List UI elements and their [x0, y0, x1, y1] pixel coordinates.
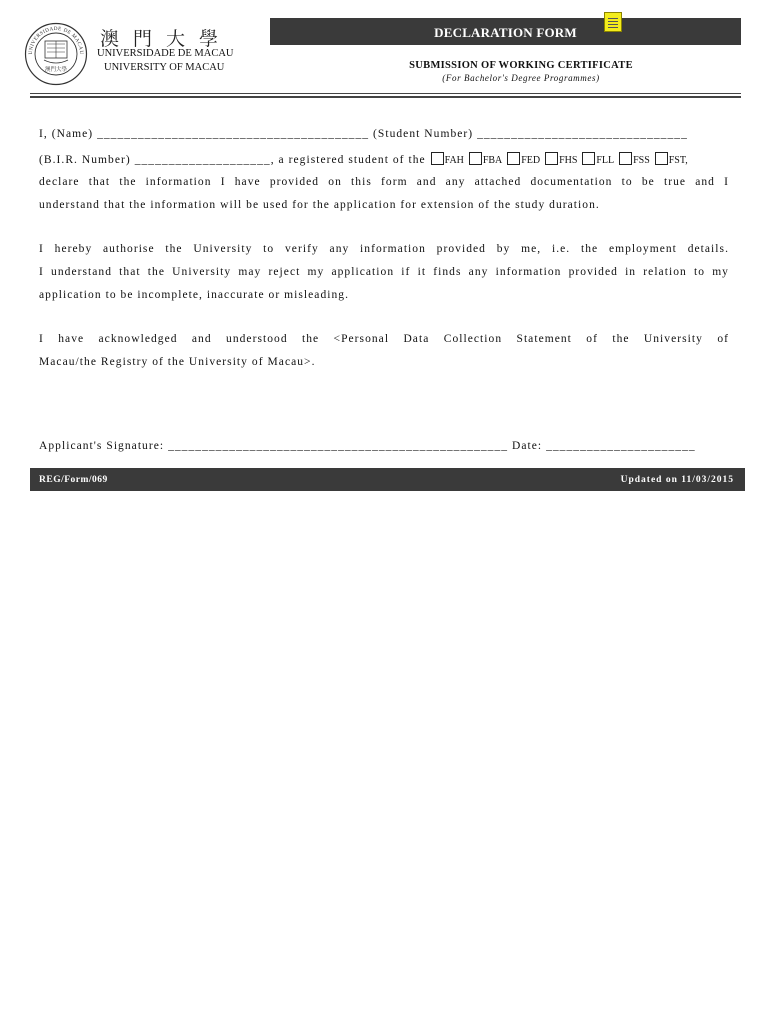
svg-text:澳門大學: 澳門大學: [44, 67, 68, 73]
bir-faculty-line: [39, 152, 729, 166]
university-name-chinese: 澳門大學: [100, 28, 233, 50]
faculty-checkbox-fll[interactable]: [582, 152, 595, 165]
acknowledgement-paragraph-line: I have acknowledged and understood the <Personal Data Collection Statement of the University of: [39, 333, 729, 345]
faculty-label: FHS: [559, 155, 578, 166]
form-reference: REG/Form/069: [39, 475, 108, 485]
faculty-checkbox-fhs[interactable]: [545, 152, 558, 165]
form-title-bar: [270, 18, 741, 45]
svg-text:UNIVERSIDADE DE MACAU: UNIVERSIDADE DE MACAU: [27, 25, 85, 55]
declaration-paragraph-line: understand that the information will be used for the application for extension of the study duration.: [39, 199, 600, 211]
university-name-english: UNIVERSITY OF MACAU: [104, 62, 225, 73]
form-subtitle: SUBMISSION OF WORKING CERTIFICATE: [409, 60, 633, 71]
name-student-number-line: I, (Name) ________________________________________ (Student Number) _______________________________: [39, 128, 688, 140]
faculty-label: FSS: [633, 155, 650, 166]
authorisation-paragraph-line: application to be incomplete, inaccurate or misleading.: [39, 289, 350, 301]
faculty-checkbox-fst[interactable]: [655, 152, 668, 165]
faculty-checkbox-fba[interactable]: [469, 152, 482, 165]
updated-date: Updated on 11/03/2015: [620, 475, 734, 485]
faculty-label: FED: [521, 155, 541, 166]
university-seal-logo: [24, 22, 88, 86]
authorisation-paragraph-line: I understand that the University may reject my application if it finds any information provided in relation to my: [39, 266, 729, 278]
faculty-checkbox-fss[interactable]: [619, 152, 632, 165]
university-name-portuguese: UNIVERSIDADE DE MACAU: [97, 48, 234, 59]
faculty-label: FAH: [444, 155, 464, 166]
declaration-paragraph-line: declare that the information I have provided on this form and any attached documentation to be true and I: [39, 176, 729, 188]
authorisation-paragraph-line: I hereby authorise the University to verify any information provided by me, i.e. the employment details.: [39, 243, 729, 255]
bir-number-text: (B.I.R. Number) ____________________, a registered student of the: [39, 154, 426, 166]
form-title: DECLARATION FORM: [434, 25, 577, 40]
faculty-label: FLL: [596, 155, 615, 166]
faculty-checkbox-fah[interactable]: [431, 152, 444, 165]
acknowledgement-paragraph-line: Macau/the Registry of the University of Macau>.: [39, 356, 316, 368]
signature-date-line: Applicant's Signature: __________________________________________________ Date: ______________________: [39, 440, 696, 452]
faculty-checkbox-fed[interactable]: [507, 152, 520, 165]
faculty-label: FST,: [668, 155, 688, 166]
header-divider: [30, 96, 741, 98]
faculty-label: FBA: [482, 155, 503, 166]
form-subtitle-note: (For Bachelor's Degree Programmes): [442, 73, 600, 83]
footer-bar: [30, 468, 745, 491]
header-divider: [30, 93, 741, 94]
sticky-note-icon[interactable]: [604, 12, 622, 32]
